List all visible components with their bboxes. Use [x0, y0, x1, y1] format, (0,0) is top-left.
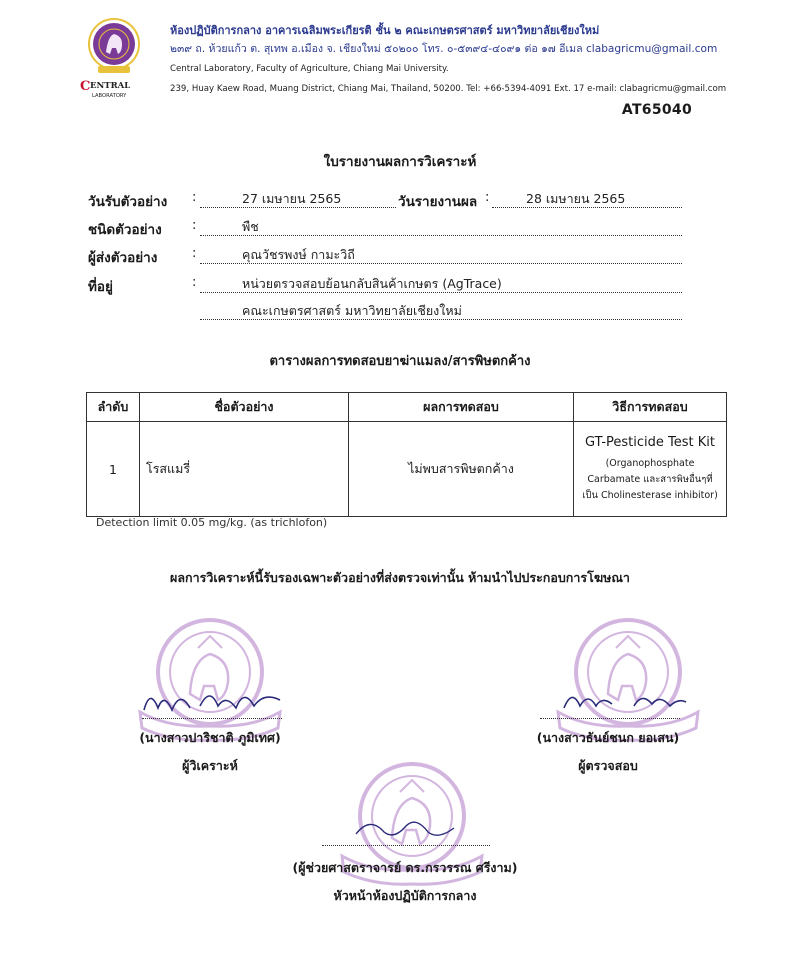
report-date-value-line: [492, 190, 682, 208]
svg-text:ENTRAL: ENTRAL: [90, 81, 131, 91]
disclaimer: ผลการวิเคราะห์นี้รับรองเฉพาะตัวอย่างที่ส่งตรวจเท่านั้น ห้ามนำไปประกอบการโฆษณา: [170, 570, 630, 585]
detection-limit: Detection limit 0.05 mg/kg. (as trichlofon): [96, 516, 328, 529]
address-value-1: หน่วยตรวจสอบย้อนกลับสินค้าเกษตร (AgTrace): [242, 276, 502, 291]
table-header-row: [87, 393, 727, 422]
signature-head-icon: [350, 810, 460, 844]
report-date-label: วันรายงานผล: [398, 194, 478, 210]
signature-checker-icon: [560, 682, 690, 718]
sample-type-value-line: [200, 218, 682, 236]
svg-text:C: C: [80, 79, 91, 94]
colon: :: [485, 190, 490, 205]
address-label: ที่อยู่: [88, 279, 113, 295]
checker-name: (นางสาวธันย์ชนก ยอเสน): [536, 730, 680, 745]
analyst-name: (นางสาวปาริชาติ ภูมิเทศ): [139, 730, 281, 745]
analyst-role: ผู้วิเคราะห์: [182, 758, 238, 773]
method-note-1: (Organophosphate: [605, 457, 695, 469]
sender-value: คุณวัชรพงษ์ กามะวิถี: [242, 247, 355, 262]
col-result-header: ผลการทดสอบ: [349, 393, 574, 422]
received-date-value: 27 เมษายน 2565: [242, 191, 342, 206]
method-title: GT-Pesticide Test Kit: [584, 434, 715, 450]
head-name: (ผู้ช่วยศาสตราจารย์ ดร.กรวรรณ ศรีงาม): [292, 860, 518, 875]
report-title: ใบรายงานผลการวิเคราะห์: [323, 154, 477, 170]
col-method-header: วิธีการทดสอบ: [574, 393, 727, 422]
svg-text:LABORATORY: LABORATORY: [92, 93, 127, 99]
document-number: AT65040: [621, 102, 692, 118]
colon: :: [192, 218, 197, 233]
lab-name-en: Central Laboratory, Faculty of Agriculture, Chiang Mai University.: [170, 64, 449, 74]
colon: :: [192, 190, 197, 205]
row-method: [574, 422, 727, 517]
col-no-header: ลำดับ: [87, 393, 140, 422]
lab-name-th: ห้องปฏิบัติการกลาง อาคารเฉลิมพระเกียรติ ชั้น ๒ คณะเกษตรศาสตร์ มหาวิทยาลัยเชียงใหม่: [170, 24, 600, 37]
sample-type-value: พืช: [242, 219, 259, 234]
lab-address-en: 239, Huay Kaew Road, Muang District, Chiang Mai, Thailand, 50200. Tel: +66-5394-4091 Ext. 17 e-mail: clabagricmu@gmail.com: [170, 84, 727, 94]
method-note-2: Carbamate และสารพิษอื่นๆที่: [587, 473, 713, 485]
sender-label: ผู้ส่งตัวอย่าง: [88, 250, 158, 266]
central-lab-logo: [78, 14, 154, 100]
report-date-value: 28 เมษายน 2565: [526, 191, 626, 206]
checker-signature-line: [540, 716, 680, 719]
received-date-label: วันรับตัวอย่าง: [88, 194, 168, 210]
checker-role: ผู้ตรวจสอบ: [578, 758, 638, 773]
analyst-signature-line: [142, 716, 282, 719]
lab-address-th: ๒๓๙ ถ. ห้วยแก้ว ต. สุเทพ อ.เมือง จ. เชียงใหม่ ๕๐๒๐๐ โทร. ๐-๕๓๙๔-๔๐๙๑ ต่อ ๑๗ อีเมล clabagricmu@gmail.com: [170, 43, 718, 55]
row-sample: โรสแมรี่: [140, 422, 349, 517]
results-table: [86, 392, 727, 517]
row-no: 1: [87, 422, 140, 517]
address-value-line-1: [200, 275, 682, 293]
table-row: [87, 422, 727, 517]
colon: :: [192, 275, 197, 290]
received-date-value-line: [200, 190, 396, 208]
sender-value-line: [200, 246, 682, 264]
col-sample-header: ชื่อตัวอย่าง: [140, 393, 349, 422]
signature-analyst-icon: [140, 680, 290, 720]
method-note-3: เป็น Cholinesterase inhibitor): [582, 489, 718, 501]
address-value-2: คณะเกษตรศาสตร์ มหาวิทยาลัยเชียงใหม่: [242, 303, 462, 318]
sample-type-label: ชนิดตัวอย่าง: [88, 222, 162, 238]
address-value-line-2: [200, 302, 682, 320]
row-result: ไม่พบสารพิษตกค้าง: [349, 422, 574, 517]
colon: :: [192, 246, 197, 261]
table-caption: ตารางผลการทดสอบยาฆ่าแมลง/สารพิษตกค้าง: [269, 354, 531, 369]
head-role: หัวหน้าห้องปฏิบัติการกลาง: [333, 888, 477, 903]
head-signature-line: [322, 843, 490, 846]
